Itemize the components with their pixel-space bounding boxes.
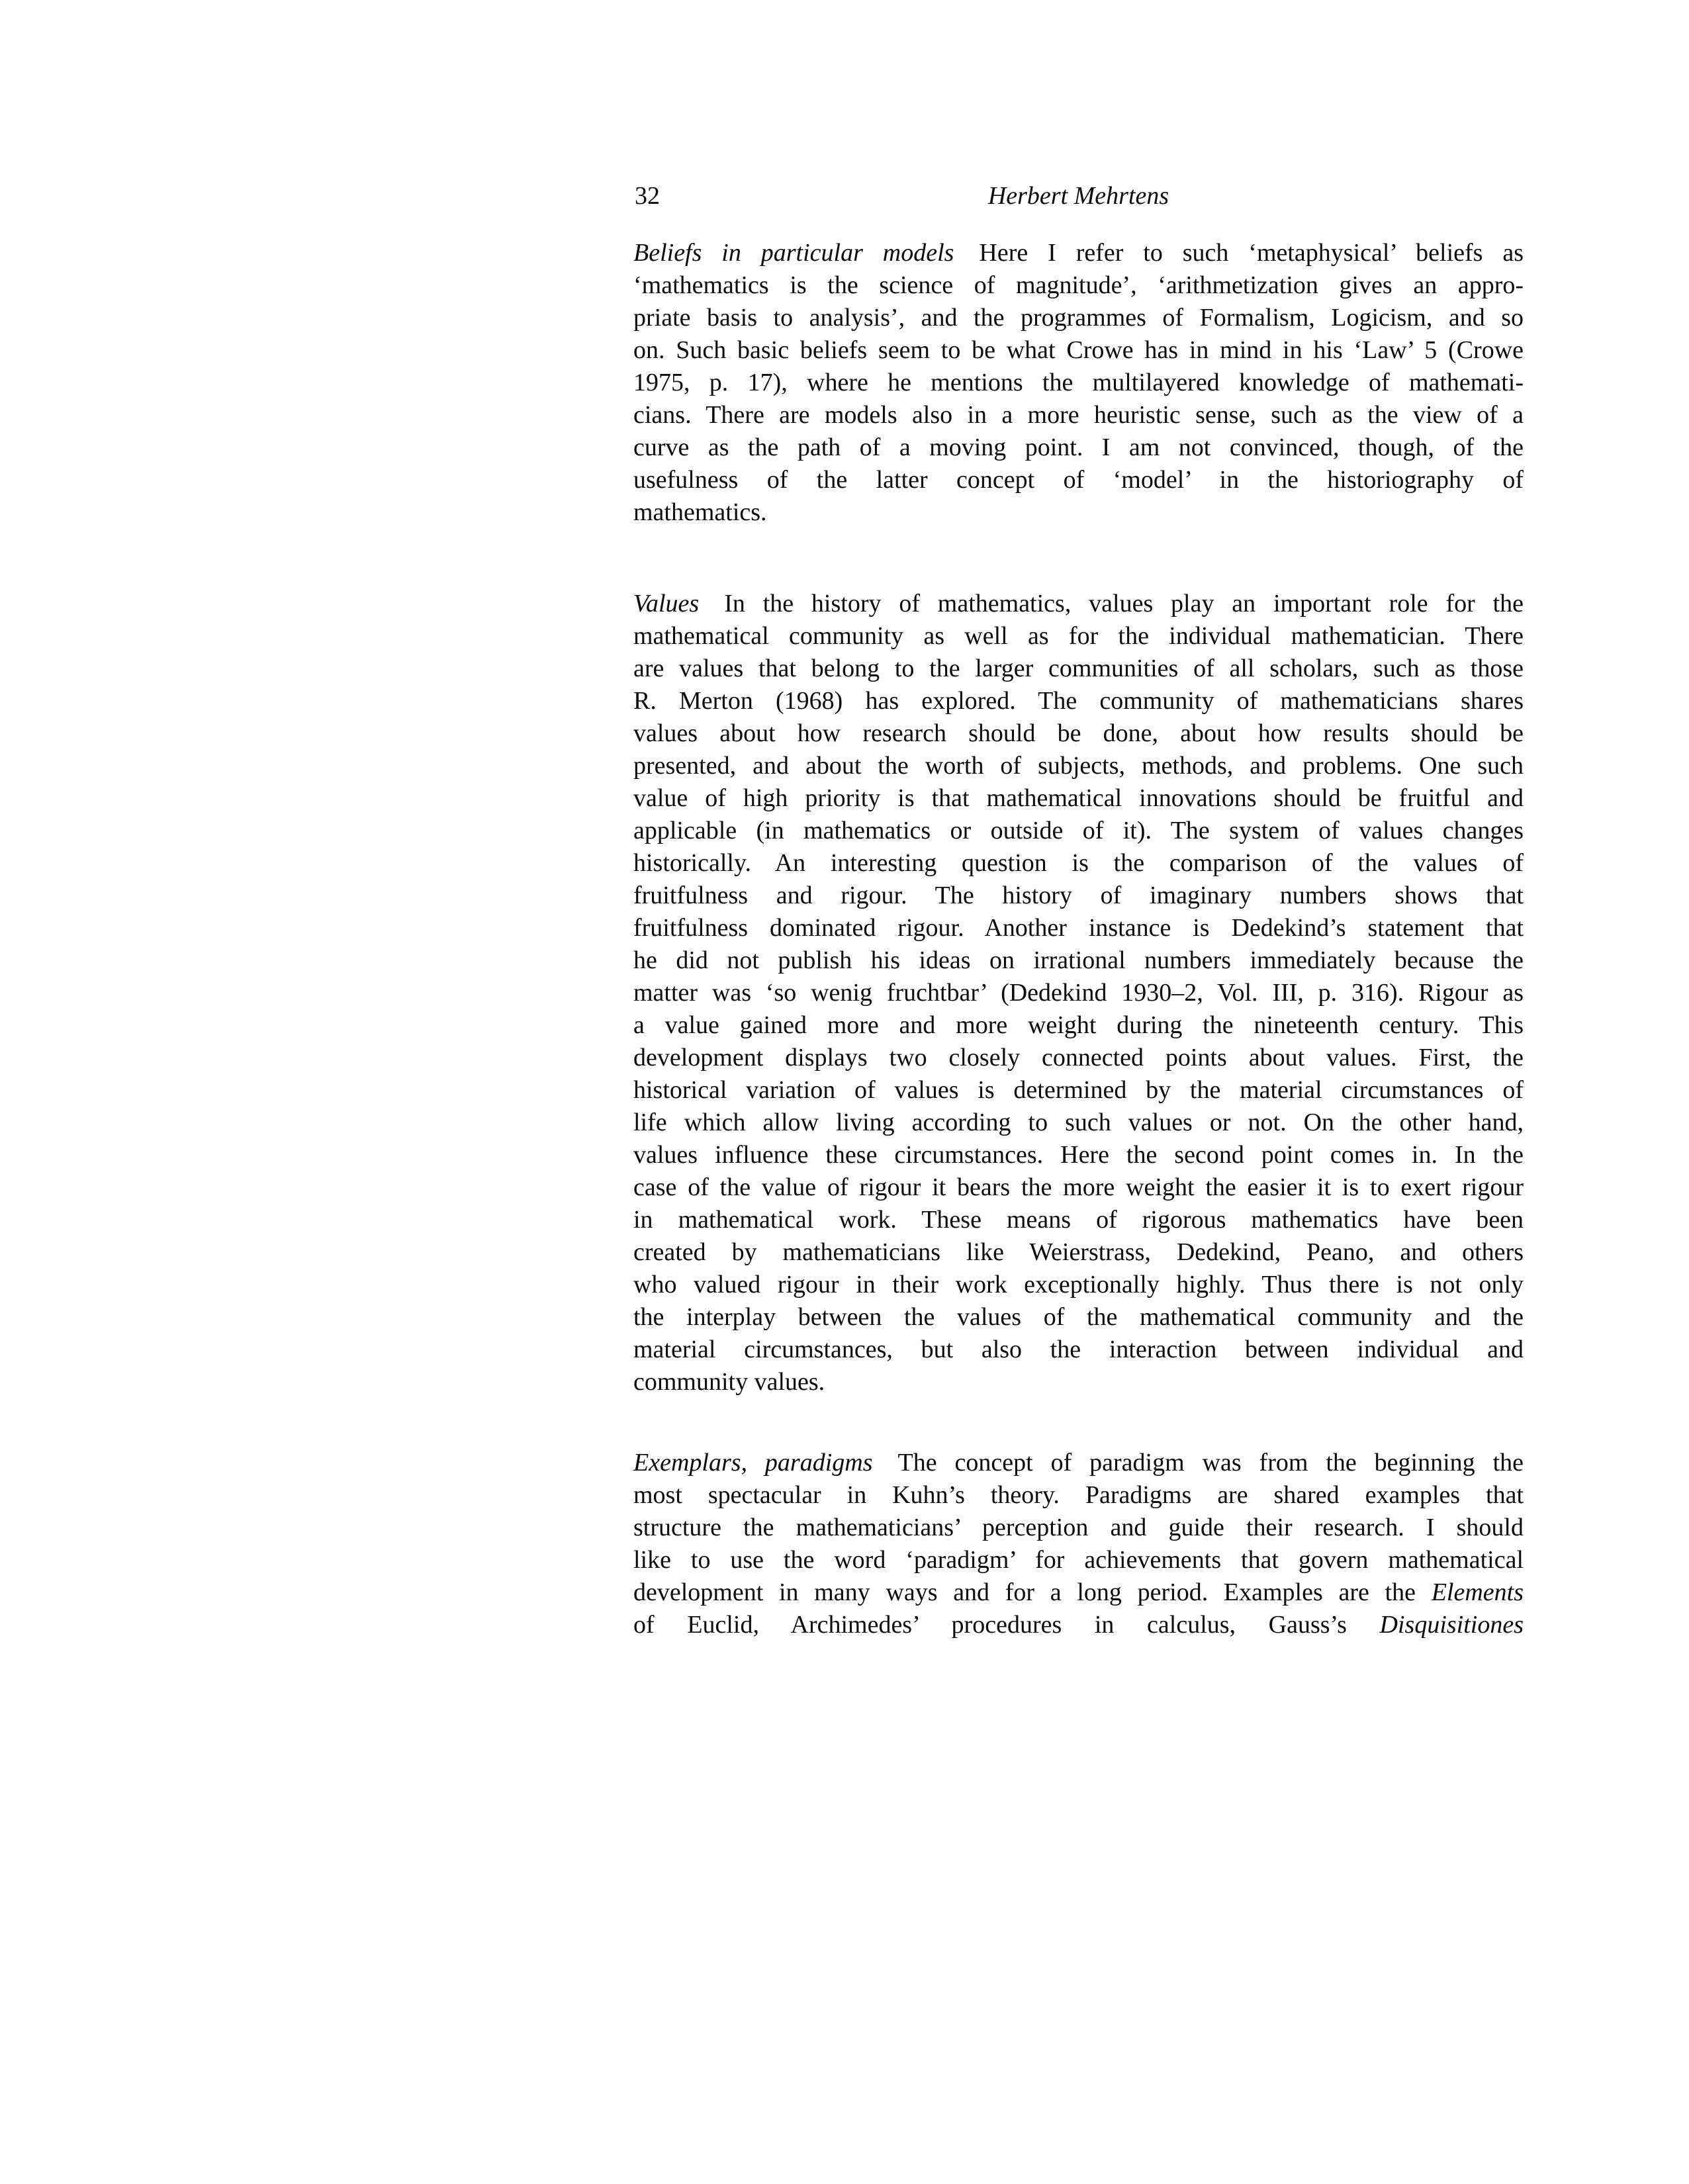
- text-line: [633, 432, 1524, 464]
- text-segment: development displays two closely connected points about values. First, the: [633, 1044, 1524, 1071]
- text-line: [633, 1009, 1524, 1042]
- text-line: [633, 1301, 1524, 1334]
- text-segment: on. Such basic beliefs seem to be what Crowe has in mind in his ‘Law’ 5 (Crowe: [633, 336, 1524, 364]
- text-segment: Here I refer to such ‘metaphysical’ beliefs as: [979, 239, 1524, 267]
- section-lead-in: Exemplars, paradigms: [633, 1449, 873, 1477]
- text-line: [633, 880, 1524, 912]
- text-segment: most spectacular in Kuhn’s theory. Paradigms are shared examples that: [633, 1481, 1524, 1509]
- text-segment: mathematics.: [633, 498, 767, 526]
- text-segment: curve as the path of a moving point. I am not convinced, though, of the: [633, 433, 1524, 461]
- page-number: 32: [635, 182, 660, 210]
- text-line: [633, 269, 1524, 302]
- text-segment: historical variation of values is determined by the material circumstances of: [633, 1076, 1524, 1104]
- text-segment: material circumstances, but also the interaction between individual and: [633, 1336, 1524, 1363]
- text-segment: case of the value of rigour it bears the more weight the easier it is to exert rigour: [633, 1173, 1524, 1201]
- text-segment: of Euclid, Archimedes’ procedures in calculus, Gauss’s: [633, 1611, 1380, 1639]
- text-line: [633, 1512, 1524, 1544]
- running-title: Herbert Mehrtens: [987, 182, 1169, 210]
- text-line: [633, 1479, 1524, 1512]
- text-line: [633, 1576, 1524, 1609]
- paragraph-values: [633, 588, 1524, 1398]
- text-segment: like to use the word ‘paradigm’ for achievements that govern mathematical: [633, 1546, 1524, 1574]
- text-line: [633, 815, 1524, 847]
- text-segment: presented, and about the worth of subjects, methods, and problems. One such: [633, 752, 1524, 780]
- text-line: [633, 912, 1524, 944]
- text-segment: the interplay between the values of the mathematical community and the: [633, 1303, 1524, 1331]
- text-segment: 1975, p. 17), where he mentions the multilayered knowledge of mathemati-: [633, 369, 1524, 396]
- text-line: [633, 367, 1524, 399]
- text-line: [633, 717, 1524, 750]
- text-segment: matter was ‘so wenig fruchtbar’ (Dedekind 1930–2, Vol. III, p. 316). Rigour as: [633, 979, 1524, 1007]
- paragraph-exemplars-paradigms: [633, 1447, 1524, 1641]
- text-line: [633, 1171, 1524, 1204]
- text-segment: mathematical community as well as for the individual mathematician. There: [633, 622, 1524, 650]
- text-segment: In the history of mathematics, values play an important role for the: [724, 590, 1524, 617]
- text-segment: value of high priority is that mathematical innovations should be fruitful and: [633, 784, 1524, 812]
- text-line: [633, 1074, 1524, 1107]
- text-line: [633, 1447, 1524, 1479]
- text-segment: cians. There are models also in a more heuristic sense, such as the view of a: [633, 401, 1524, 429]
- text-line: [633, 464, 1524, 496]
- text-line: [633, 1107, 1524, 1139]
- text-segment: a value gained more and more weight during the nineteenth century. This: [633, 1011, 1524, 1039]
- section-lead-in: Beliefs in particular models: [633, 239, 954, 267]
- text-line: [633, 620, 1524, 653]
- text-segment: fruitfulness dominated rigour. Another instance is Dedekind’s statement that: [633, 914, 1524, 942]
- text-line: [633, 1334, 1524, 1366]
- text-segment: structure the mathematicians’ perception and guide their research. I should: [633, 1514, 1524, 1541]
- text-segment: in mathematical work. These means of rigorous mathematics have been: [633, 1206, 1524, 1234]
- text-line: [633, 1269, 1524, 1301]
- text-line: [633, 334, 1524, 367]
- text-segment: who valued rigour in their work exceptionally highly. Thus there is not only: [633, 1271, 1524, 1298]
- text-segment: historically. An interesting question is the comparison of the values of: [633, 849, 1524, 877]
- text-segment: values influence these circumstances. Here the second point comes in. In the: [633, 1141, 1524, 1169]
- text-line: [633, 653, 1524, 685]
- text-line: [633, 782, 1524, 815]
- text-segment: usefulness of the latter concept of ‘model’ in the historiography of: [633, 466, 1524, 494]
- text-segment: development in many ways and for a long period. Examples are the: [633, 1578, 1432, 1606]
- text-segment: community values.: [633, 1368, 825, 1396]
- text-line: [633, 847, 1524, 880]
- text-line: [633, 750, 1524, 782]
- text-line: [633, 1366, 1524, 1398]
- text-segment: R. Merton (1968) has explored. The community of mathematicians shares: [633, 687, 1524, 715]
- text-segment: applicable (in mathematics or outside of it). The system of values changes: [633, 817, 1524, 844]
- text-line: [633, 588, 1524, 620]
- section-lead-in: Values: [633, 590, 700, 617]
- text-line: [633, 496, 1524, 529]
- text-line: [633, 1204, 1524, 1236]
- text-segment: are values that belong to the larger communities of all scholars, such as those: [633, 655, 1524, 682]
- body-text: [633, 237, 1524, 1641]
- text-line: [633, 1236, 1524, 1269]
- text-line: [633, 1139, 1524, 1171]
- text-line: [633, 685, 1524, 717]
- text-column: [633, 180, 1524, 1641]
- text-segment: ‘mathematics is the science of magnitude’, ‘arithmetization gives an appro-: [633, 271, 1524, 299]
- text-segment: created by mathematicians like Weierstrass, Dedekind, Peano, and others: [633, 1238, 1524, 1266]
- text-segment: fruitfulness and rigour. The history of imaginary numbers shows that: [633, 882, 1524, 909]
- text-line: [633, 977, 1524, 1009]
- text-line: [633, 1042, 1524, 1074]
- text-line: [633, 399, 1524, 432]
- text-segment: Disquisitiones: [1379, 1611, 1524, 1639]
- running-header: [633, 180, 1524, 212]
- text-line: [633, 1609, 1524, 1641]
- text-segment: Elements: [1431, 1578, 1524, 1606]
- text-line: [633, 1544, 1524, 1576]
- text-segment: The concept of paradigm was from the beginning the: [897, 1449, 1524, 1477]
- text-segment: priate basis to analysis’, and the programmes of Formalism, Logicism, and so: [633, 304, 1524, 332]
- text-line: [633, 237, 1524, 269]
- text-segment: life which allow living according to such values or not. On the other hand,: [633, 1109, 1524, 1136]
- text-segment: values about how research should be done, about how results should be: [633, 719, 1524, 747]
- text-segment: he did not publish his ideas on irrational numbers immediately because the: [633, 946, 1524, 974]
- text-line: [633, 944, 1524, 977]
- text-line: [633, 302, 1524, 334]
- paragraph-beliefs-in-particular-models: [633, 237, 1524, 529]
